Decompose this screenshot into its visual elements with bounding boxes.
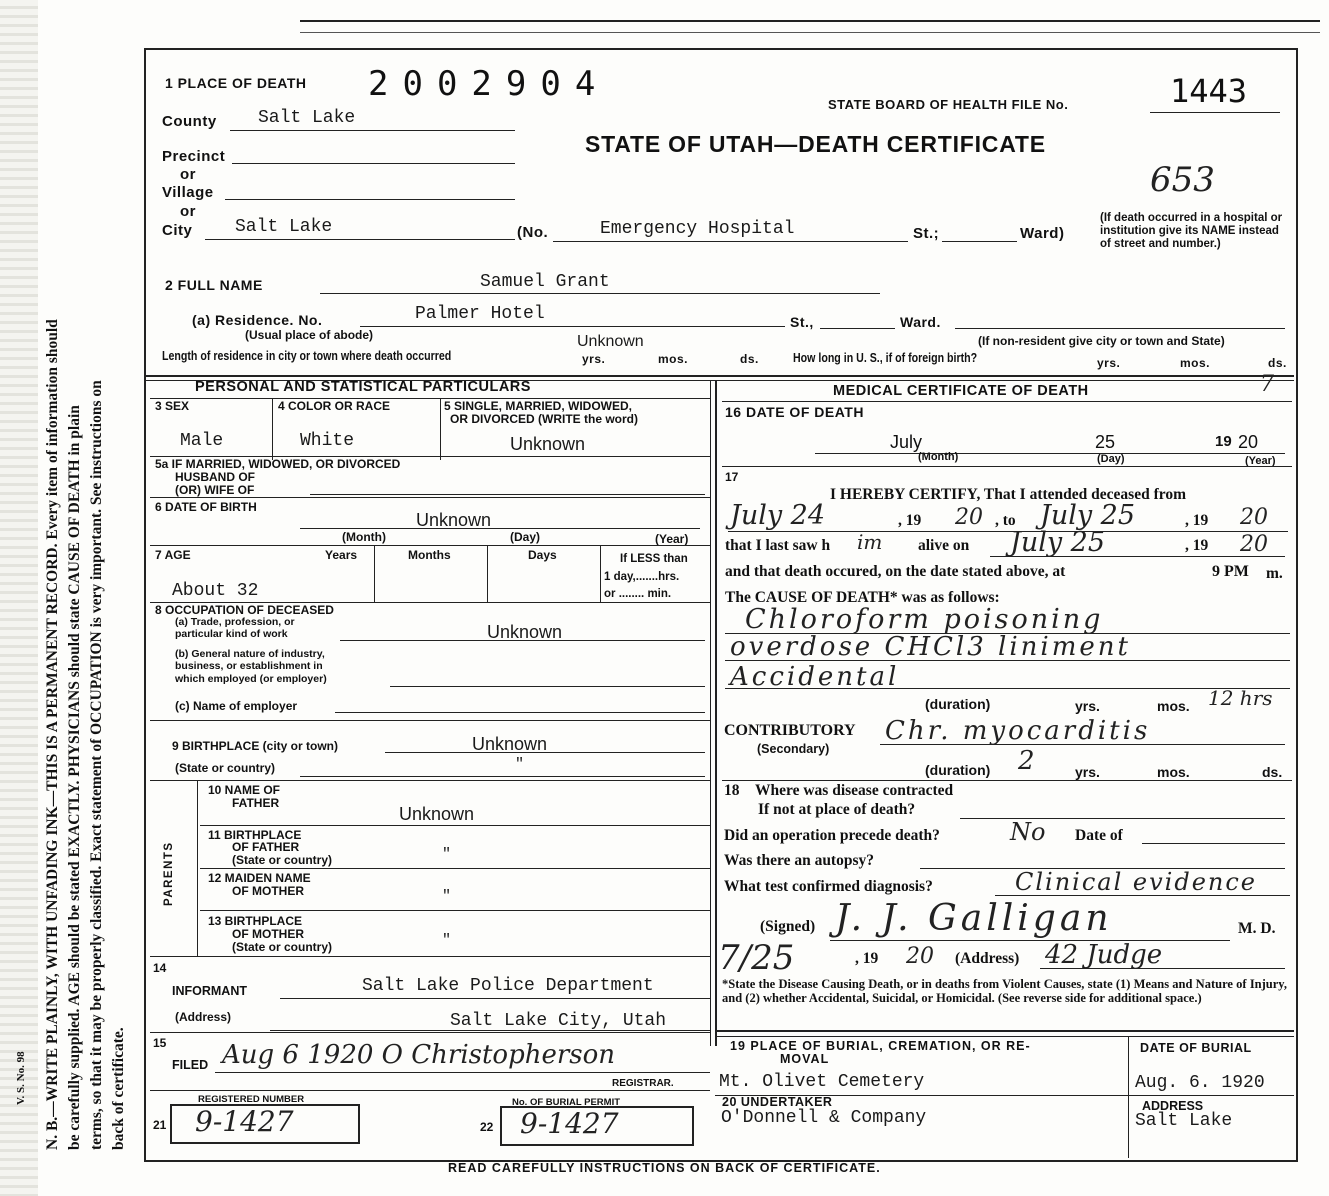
top-edge-line-2 [300, 32, 1320, 33]
cause-footnote: *State the Disease Causing Death, or in deaths from Violent Causes, state (1) Means and Nature of Injury, and (2) whether Accidental, Suicidal, or Homicidal. (See reverse side for additional space.) [722, 977, 1287, 1005]
marital-value: Unknown [510, 434, 586, 454]
attended-to-date: July 25 [1040, 500, 1136, 531]
age-less-label-1: If LESS than [620, 553, 688, 565]
occ-a-label-1: (a) Trade, profession, or [175, 616, 295, 628]
nineteen-3: , 19 [1185, 537, 1209, 554]
signature-year: 20 [906, 944, 934, 969]
color-label: 4 COLOR OR RACE [278, 399, 391, 413]
death-year-label: (Year) [1245, 455, 1276, 467]
burial-date-value: Aug. 6. 1920 [1135, 1073, 1265, 1093]
last-saw-label: that I last saw h [725, 537, 831, 554]
father-value: Unknown [399, 804, 475, 824]
operation-date-label: Date of [1075, 827, 1123, 844]
attended-from-year: 20 [955, 505, 983, 530]
dob-day-label: (Day) [510, 530, 541, 544]
age-years-label: Years [325, 548, 358, 562]
or-label-2: or [180, 203, 196, 220]
md-label: M. D. [1238, 920, 1276, 937]
street-label: St.; [913, 225, 940, 242]
county-value: Salt Lake [258, 108, 356, 128]
item-17-label: 17 [725, 470, 739, 484]
to-label: , to [995, 512, 1016, 529]
undertaker-address-label: ADDRESS [1142, 1099, 1204, 1113]
duration-label-2: (duration) [925, 762, 991, 778]
signature-date: 7/25 [718, 938, 795, 978]
occupation-label: 8 OCCUPATION OF DECEASED [155, 603, 334, 617]
dob-month-label: (Month) [342, 530, 386, 544]
full-name-value: Samuel Grant [480, 272, 610, 292]
side-edge-note: V. S. No. 98 [15, 1051, 27, 1105]
duration-mos-label-2: mos. [1157, 764, 1190, 780]
death-time: 9 PM [1212, 563, 1249, 580]
precinct-label: Precinct [162, 148, 226, 165]
occ-b-label-1: (b) General nature of industry, [175, 648, 325, 660]
us-ds-label: ds. [1268, 356, 1287, 370]
item-14-label: 14 [153, 961, 167, 975]
attended-from-date: July 24 [730, 500, 826, 531]
certify-text: I HEREBY CERTIFY, That I attended deceased from [830, 486, 1186, 503]
informant-label: INFORMANT [172, 984, 247, 998]
duration-label-1: (duration) [925, 696, 991, 712]
undertaker-address-value: Salt Lake [1135, 1111, 1233, 1131]
informant-address-label: (Address) [175, 1010, 232, 1024]
birthplace-state-label: (State or country) [175, 761, 276, 775]
informant-value: Salt Lake Police Department [362, 976, 654, 996]
duration-yrs-label-1: yrs. [1075, 698, 1100, 714]
dob-year-label: (Year) [655, 532, 689, 546]
death-month: July [890, 432, 923, 452]
signature: J. J. Galligan [835, 898, 1113, 939]
test-label: What test confirmed diagnosis? [724, 878, 933, 895]
residence-st-label: St., [790, 314, 814, 330]
us-yrs-label: yrs. [1097, 356, 1121, 370]
dob-label: 6 DATE OF BIRTH [155, 500, 257, 514]
filed-label: FILED [172, 1058, 209, 1072]
age-days-label: Days [528, 548, 557, 562]
occupation-value: Unknown [487, 622, 563, 642]
non-resident-note: (If non-resident give city or town and State) [978, 334, 1225, 348]
length-ds-label: ds. [740, 352, 759, 366]
if-not-place-label: If not at place of death? [758, 801, 916, 818]
village-label: Village [162, 184, 214, 201]
undertaker-value: O'Donnell & Company [721, 1108, 927, 1128]
residence-ward-label: Ward. [900, 314, 941, 330]
attended-to-year: 20 [1240, 505, 1268, 530]
city-label: City [162, 222, 193, 239]
medical-header: MEDICAL CERTIFICATE OF DEATH [833, 383, 1089, 399]
m-label: m. [1266, 565, 1283, 582]
physician-address-label: (Address) [955, 950, 1020, 967]
registrar-label: REGISTRAR. [612, 1078, 674, 1089]
burial-place-label-2: MOVAL [780, 1052, 830, 1066]
spouse-label-2: HUSBAND OF [175, 470, 255, 484]
father-birthplace-label-1: 11 BIRTHPLACE [208, 828, 302, 842]
spouse-label-1: 5a IF MARRIED, WIDOWED, OR DIVORCED [155, 457, 401, 471]
secondary-label: (Secondary) [757, 742, 830, 756]
side-instructions-line4: back of certificate. [110, 1027, 127, 1150]
contributory-value: Chr. myocarditis [885, 716, 1151, 746]
death-day-label: (Day) [1097, 453, 1125, 465]
full-name-label: 2 FULL NAME [165, 277, 263, 293]
death-occurred-label: and that death occured, on the date stated above, at [725, 563, 1066, 580]
item-22-label: 22 [480, 1120, 494, 1134]
residence-value: Palmer Hotel [415, 304, 545, 324]
sex-label: 3 SEX [155, 399, 190, 413]
alive-on-year: 20 [1240, 532, 1268, 557]
death-year-prefix: 19 [1215, 433, 1232, 450]
mother-birthplace-label-2: OF MOTHER [232, 927, 304, 941]
mother-label-1: 12 MAIDEN NAME [208, 871, 311, 885]
death-day: 25 [1095, 432, 1116, 452]
item-21-label: 21 [153, 1118, 167, 1132]
marital-label-2: OR DIVORCED (WRITE the word) [450, 412, 638, 426]
residence-label: (a) Residence. No. [192, 312, 323, 328]
date-of-death-label: 16 DATE OF DEATH [725, 404, 864, 420]
sex-value: Male [180, 431, 224, 451]
age-value: About 32 [172, 581, 259, 601]
birthplace-state-value: " [515, 756, 525, 773]
contributory-duration: 2 [1018, 746, 1035, 776]
date-of-burial-label: DATE OF BURIAL [1140, 1041, 1252, 1055]
length-residence-label: Length of residence in city or town where death occurred [162, 349, 452, 363]
father-birthplace-label-3: (State or country) [232, 853, 333, 867]
corner-mark: 7 [1260, 372, 1274, 397]
spouse-label-3: (OR) WIFE OF [175, 483, 255, 497]
death-year: 20 [1238, 432, 1259, 452]
file-number: 1443 [1170, 72, 1248, 110]
stamp-number: 2002904 [368, 64, 610, 104]
nineteen-1: , 19 [898, 512, 922, 529]
county-label: County [162, 113, 217, 130]
alive-on-date: July 25 [1010, 527, 1106, 558]
undertaker-label: 20 UNDERTAKER [722, 1095, 833, 1109]
occ-c-label: (c) Name of employer [175, 699, 298, 713]
burial-permit-value: 9-1427 [520, 1107, 619, 1140]
or-label-1: or [180, 166, 196, 183]
mother-birthplace-label-3: (State or country) [232, 940, 333, 954]
institution-note: (If death occurred in a hospital or institution give its NAME instead of street and number.) [1100, 212, 1283, 250]
occ-a-label-2: particular kind of work [175, 628, 288, 640]
duration-ds-label-2: ds. [1262, 764, 1283, 780]
street-no-label: (No. [517, 224, 549, 241]
signature-year-prefix: , 19 [855, 950, 879, 967]
duration-mos-label-1: mos. [1157, 698, 1190, 714]
cause-label: The CAUSE OF DEATH* was as follows: [725, 589, 1000, 606]
mother-birthplace-label-1: 13 BIRTHPLACE [208, 914, 303, 928]
length-yrs-label: yrs. [582, 352, 606, 366]
mother-value: " [442, 888, 452, 905]
file-no-label: STATE BOARD OF HEALTH FILE No. [828, 97, 1069, 112]
father-label-2: FATHER [232, 796, 280, 810]
color-value: White [300, 431, 355, 451]
dob-value: Unknown [416, 510, 492, 530]
registered-mark: 653 [1150, 160, 1215, 200]
father-label-1: 10 NAME OF [208, 783, 281, 797]
filed-value: Aug 6 1920 O Christopherson [222, 1040, 616, 1070]
alive-on-label: alive on [918, 537, 970, 554]
where-contracted-label: Where was disease contracted [755, 782, 954, 799]
usual-abode-label: (Usual place of abode) [245, 328, 374, 342]
length-mos-label: mos. [658, 352, 689, 366]
side-instructions-line3: terms, so that it may be properly classified. Exact statement of OCCUPATION is very important. See instructions on [88, 380, 105, 1150]
birthplace-label: 9 BIRTHPLACE (city or town) [172, 739, 339, 753]
mother-label-2: OF MOTHER [232, 884, 304, 898]
occ-b-label-2: business, or establishment in [175, 660, 323, 672]
left-edge-strip [0, 0, 38, 1196]
duration-yrs-label-2: yrs. [1075, 764, 1100, 780]
operation-value: No [1010, 818, 1046, 846]
nineteen-2: , 19 [1185, 512, 1209, 529]
place-of-death-label: 1 PLACE OF DEATH [165, 75, 307, 91]
cause-line-1: Chloroform poisoning [745, 604, 1104, 635]
age-less-label-2: 1 day,.......hrs. [604, 571, 680, 583]
city-value: Salt Lake [235, 217, 333, 237]
parents-label: PARENTS [163, 841, 175, 906]
informant-address-value: Salt Lake City, Utah [450, 1011, 667, 1031]
item-18-label: 18 [724, 782, 740, 799]
death-month-label: (Month) [918, 451, 959, 463]
cause-line-2: overdose CHCl3 liniment [730, 632, 1131, 662]
father-birthplace-value: " [442, 846, 452, 863]
duration-value-1: 12 hrs [1208, 686, 1273, 710]
length-residence-value: Unknown [577, 333, 644, 350]
age-less-label-3: or ........ min. [604, 588, 672, 600]
registered-number-label: REGISTERED NUMBER [198, 1094, 305, 1105]
cause-line-3: Accidental [730, 662, 900, 692]
burial-place-value: Mt. Olivet Cemetery [719, 1072, 925, 1092]
contributory-label: CONTRIBUTORY [724, 722, 856, 739]
last-saw-pronoun: im [857, 530, 883, 554]
side-instructions-line2: be carefully supplied. AGE should be stated EXACTLY. PHYSICIANS should state CAUSE OF DEATH in plain [66, 405, 83, 1150]
occ-b-label-3: which employed (or employer) [175, 673, 327, 685]
us-mos-label: mos. [1180, 356, 1211, 370]
birthplace-value: Unknown [472, 734, 548, 754]
operation-label: Did an operation precede death? [724, 827, 940, 844]
side-instructions-line1: N. B.—WRITE PLAINLY, WITH UNFADING INK—THIS IS A PERMANENT RECORD. Every item of information should [44, 319, 61, 1150]
test-value: Clinical evidence [1015, 868, 1258, 896]
footer-instructions: READ CAREFULLY INSTRUCTIONS ON BACK OF CERTIFICATE. [448, 1161, 881, 1175]
father-birthplace-label-2: OF FATHER [232, 840, 300, 854]
ward-label: Ward) [1020, 225, 1065, 242]
how-long-us-label: How long in U. S., if of foreign birth? [793, 351, 978, 365]
item-15-label: 15 [153, 1036, 167, 1050]
autopsy-label: Was there an autopsy? [724, 852, 874, 869]
personal-header: PERSONAL AND STATISTICAL PARTICULARS [195, 379, 531, 395]
top-edge-line [300, 20, 1320, 22]
mother-birthplace-value: " [442, 932, 452, 949]
physician-address: 42 Judge [1045, 940, 1163, 970]
marital-label-1: 5 SINGLE, MARRIED, WIDOWED, [444, 399, 633, 413]
registered-number-value: 9-1427 [195, 1105, 294, 1138]
age-label: 7 AGE [155, 548, 191, 562]
signed-label: (Signed) [760, 918, 816, 935]
certificate-title: STATE OF UTAH—DEATH CERTIFICATE [585, 131, 1046, 157]
age-months-label: Months [408, 548, 451, 562]
burial-place-label-1: 19 PLACE OF BURIAL, CREMATION, OR RE- [730, 1039, 1031, 1053]
institution-value: Emergency Hospital [600, 219, 795, 239]
burial-permit-label: No. OF BURIAL PERMIT [512, 1097, 621, 1108]
